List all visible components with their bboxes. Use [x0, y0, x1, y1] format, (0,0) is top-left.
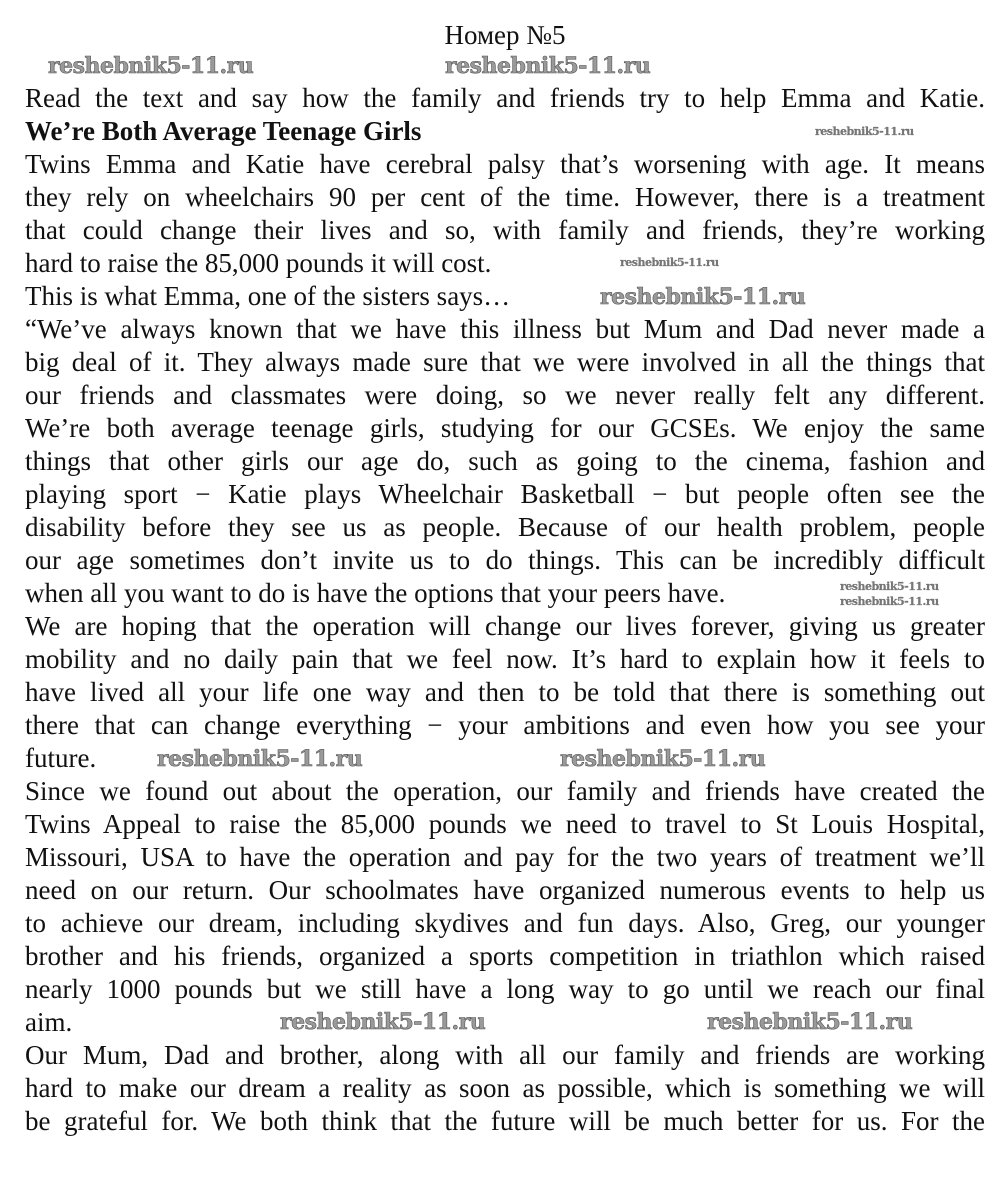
text-line: Twins Appeal to raise the 85,000 pounds we need to travel to St Louis Hospital, [25, 809, 985, 839]
watermark: reshebnik5-11.ru [707, 1009, 913, 1035]
watermark: reshebnik5-11.ru [445, 53, 651, 79]
text-line: that could change their lives and so, with family and friends, they’re working [25, 215, 985, 245]
text-line: to achieve our dream, including skydives and fun days. Also, Greg, our younger [25, 908, 985, 938]
text-line: future. [25, 743, 97, 773]
watermark: reshebnik5-11.ru [560, 746, 766, 772]
text-line: when all you want to do is have the options that your peers have. [25, 578, 726, 608]
text-line: We are hoping that the operation will change our lives forever, giving us greater [25, 611, 985, 641]
article-heading: We’re Both Average Teenage Girls [25, 116, 422, 146]
text-line: aim. [25, 1007, 73, 1037]
watermark: reshebnik5-11.ru [840, 580, 939, 593]
text-line: hard to make our dream a reality as soon as possible, which is something we will [25, 1073, 985, 1103]
task-instruction: Read the text and say how the family and friends try to help Emma and Katie. [25, 83, 985, 113]
text-line: need on our return. Our schoolmates have organized numerous events to help us [25, 875, 985, 905]
page-title: Номер №5 [444, 20, 566, 50]
watermark: reshebnik5-11.ru [48, 53, 254, 79]
text-line: big deal of it. They always made sure that we were involved in all the things that [25, 347, 985, 377]
text-line: This is what Emma, one of the sisters says… [25, 281, 511, 311]
text-line: things that other girls our age do, such as going to the cinema, fashion and [25, 446, 985, 476]
watermark: reshebnik5-11.ru [157, 746, 363, 772]
text-line: brother and his friends, organized a sports competition in triathlon which raised [25, 941, 985, 971]
text-line: our age sometimes don’t invite us to do things. This can be incredibly difficult [25, 545, 985, 575]
watermark: reshebnik5-11.ru [600, 284, 806, 310]
text-line: Since we found out about the operation, our family and friends have created the [25, 776, 985, 806]
watermark: reshebnik5-11.ru [815, 125, 914, 138]
text-line: have lived all your life one way and then to be told that there is something out [25, 677, 985, 707]
text-line: mobility and no daily pain that we feel now. It’s hard to explain how it feels to [25, 644, 985, 674]
text-line: there that can change everything − your ambitions and even how you see your [25, 710, 985, 740]
text-line: they rely on wheelchairs 90 per cent of the time. However, there is a treatment [25, 182, 985, 212]
watermark: reshebnik5-11.ru [620, 256, 719, 269]
text-line: We’re both average teenage girls, studying for our GCSEs. We enjoy the same [25, 413, 985, 443]
text-line: nearly 1000 pounds but we still have a long way to go until we reach our final [25, 974, 985, 1004]
text-line: Missouri, USA to have the operation and pay for the two years of treatment we’ll [25, 842, 985, 872]
text-line: disability before they see us as people. Because of our health problem, people [25, 512, 985, 542]
watermark: reshebnik5-11.ru [840, 595, 939, 608]
watermark: reshebnik5-11.ru [280, 1009, 486, 1035]
text-line: be grateful for. We both think that the future will be much better for us. For the [25, 1106, 985, 1136]
text-line: hard to raise the 85,000 pounds it will cost. [25, 248, 492, 278]
text-line: “We’ve always known that we have this illness but Mum and Dad never made a [25, 314, 985, 344]
text-line: Our Mum, Dad and brother, along with all our family and friends are working [25, 1040, 985, 1070]
text-line: playing sport − Katie plays Wheelchair Basketball − but people often see the [25, 479, 985, 509]
text-line: Twins Emma and Katie have cerebral palsy that’s worsening with age. It means [25, 149, 985, 179]
text-line: our friends and classmates were doing, so we never really felt any different. [25, 380, 985, 410]
